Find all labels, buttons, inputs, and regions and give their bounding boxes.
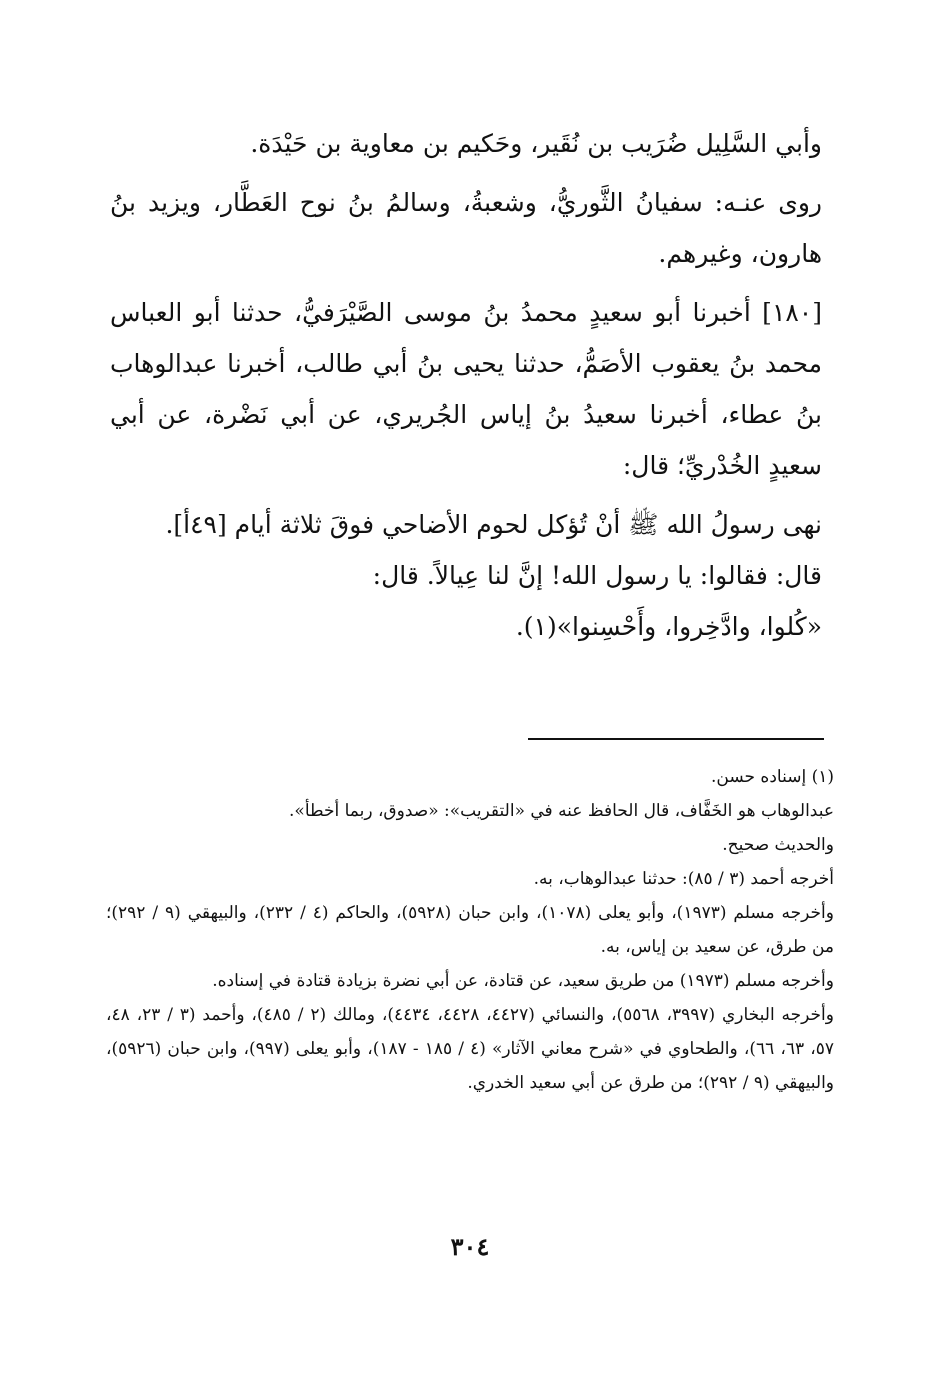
narrator-line: وأبي السَّلِيل ضُرَيب بن نُقَير، وحَكيم بن معاوية بن حَيْدَة. — [250, 129, 822, 158]
hadith-text: نهى رسولُ الله ﷺ أنْ تُؤكل لحوم الأضاحي فوقَ ثلاثة أيام [٤٩أ]. — [165, 510, 822, 539]
page-number: ٣٠٤ — [450, 1232, 490, 1261]
students-paragraph: روى عنـه: سفيانُ الثَّوريُّ، وشعبةُ، وسالمُ بنُ نوح العَطَّار، ويزيد بنُ هارون، وغيرهم. — [110, 188, 822, 268]
footnote-line: وأخرجه البخاري (٣٩٩٧، ٥٥٦٨)، والنسائي (٤٤٢٧، ٤٤٢٨، ٤٤٣٤)، ومالك (٢ / ٤٨٥)، وأحمد (٣ / ٢٣، ٤٨، ٥٧، ٦٣، ٦٦)، والطحاوي في «شرح معاني الآثار» (٤ / ١٨٥ - ١٨٧)، وأبو يعلى (٩٩٧)، وابن حبان (٥٩٢٦)، والبيهقي (٩ / ٢٩٢)؛ من طرق عن أبي سعيد الخدري. — [106, 1005, 834, 1093]
hadith-answer: «كُلوا، وادَّخِروا، وأَحْسِنوا»(١). — [515, 612, 822, 641]
footnote-line: وأخرجه مسلم (١٩٧٣) من طريق سعيد، عن قتادة، عن أبي نضرة بزيادة قتادة في إسناده. — [212, 971, 834, 991]
footnote-divider — [528, 738, 824, 740]
footnote-line: عبدالوهاب هو الخَفَّاف، قال الحافظ عنه في «التقريب»: «صدوق، ربما أخطأ». — [289, 801, 834, 821]
footnote-line: أخرجه أحمد (٣ / ٨٥): حدثنا عبدالوهاب، به. — [533, 869, 834, 889]
footnotes — [106, 760, 834, 1100]
main-text — [110, 118, 822, 652]
hadith-question: قال: فقالوا: يا رسول الله! إنَّ لنا عِيالاً. قال: — [372, 561, 822, 590]
isnad-paragraph: [١٨٠] أخبرنا أبو سعيدٍ محمدُ بنُ موسى الصَّيْرَفيُّ، حدثنا أبو العباس محمد بنُ يعقوب الأصَمُّ، حدثنا يحيى بنُ أبي طالب، أخبرنا عبدالوهاب بنُ عطاء، أخبرنا سعيدُ بنُ إياس الجُريري، عن أبي نَضْرة، عن أبي سعيدٍ الخُدْريِّ؛ قال: — [110, 298, 822, 480]
footnote-line: وأخرجه مسلم (١٩٧٣)، وأبو يعلى (١٠٧٨)، وابن حبان (٥٩٢٨)، والحاكم (٤ / ٢٣٢)، والبيهقي (٩ / ٢٩٢)؛ من طرق، عن سعيد بن إياس، به. — [106, 903, 834, 957]
footnote-line: (١) إسناده حسن. — [711, 767, 834, 787]
footnote-line: والحديث صحيح. — [722, 835, 834, 855]
